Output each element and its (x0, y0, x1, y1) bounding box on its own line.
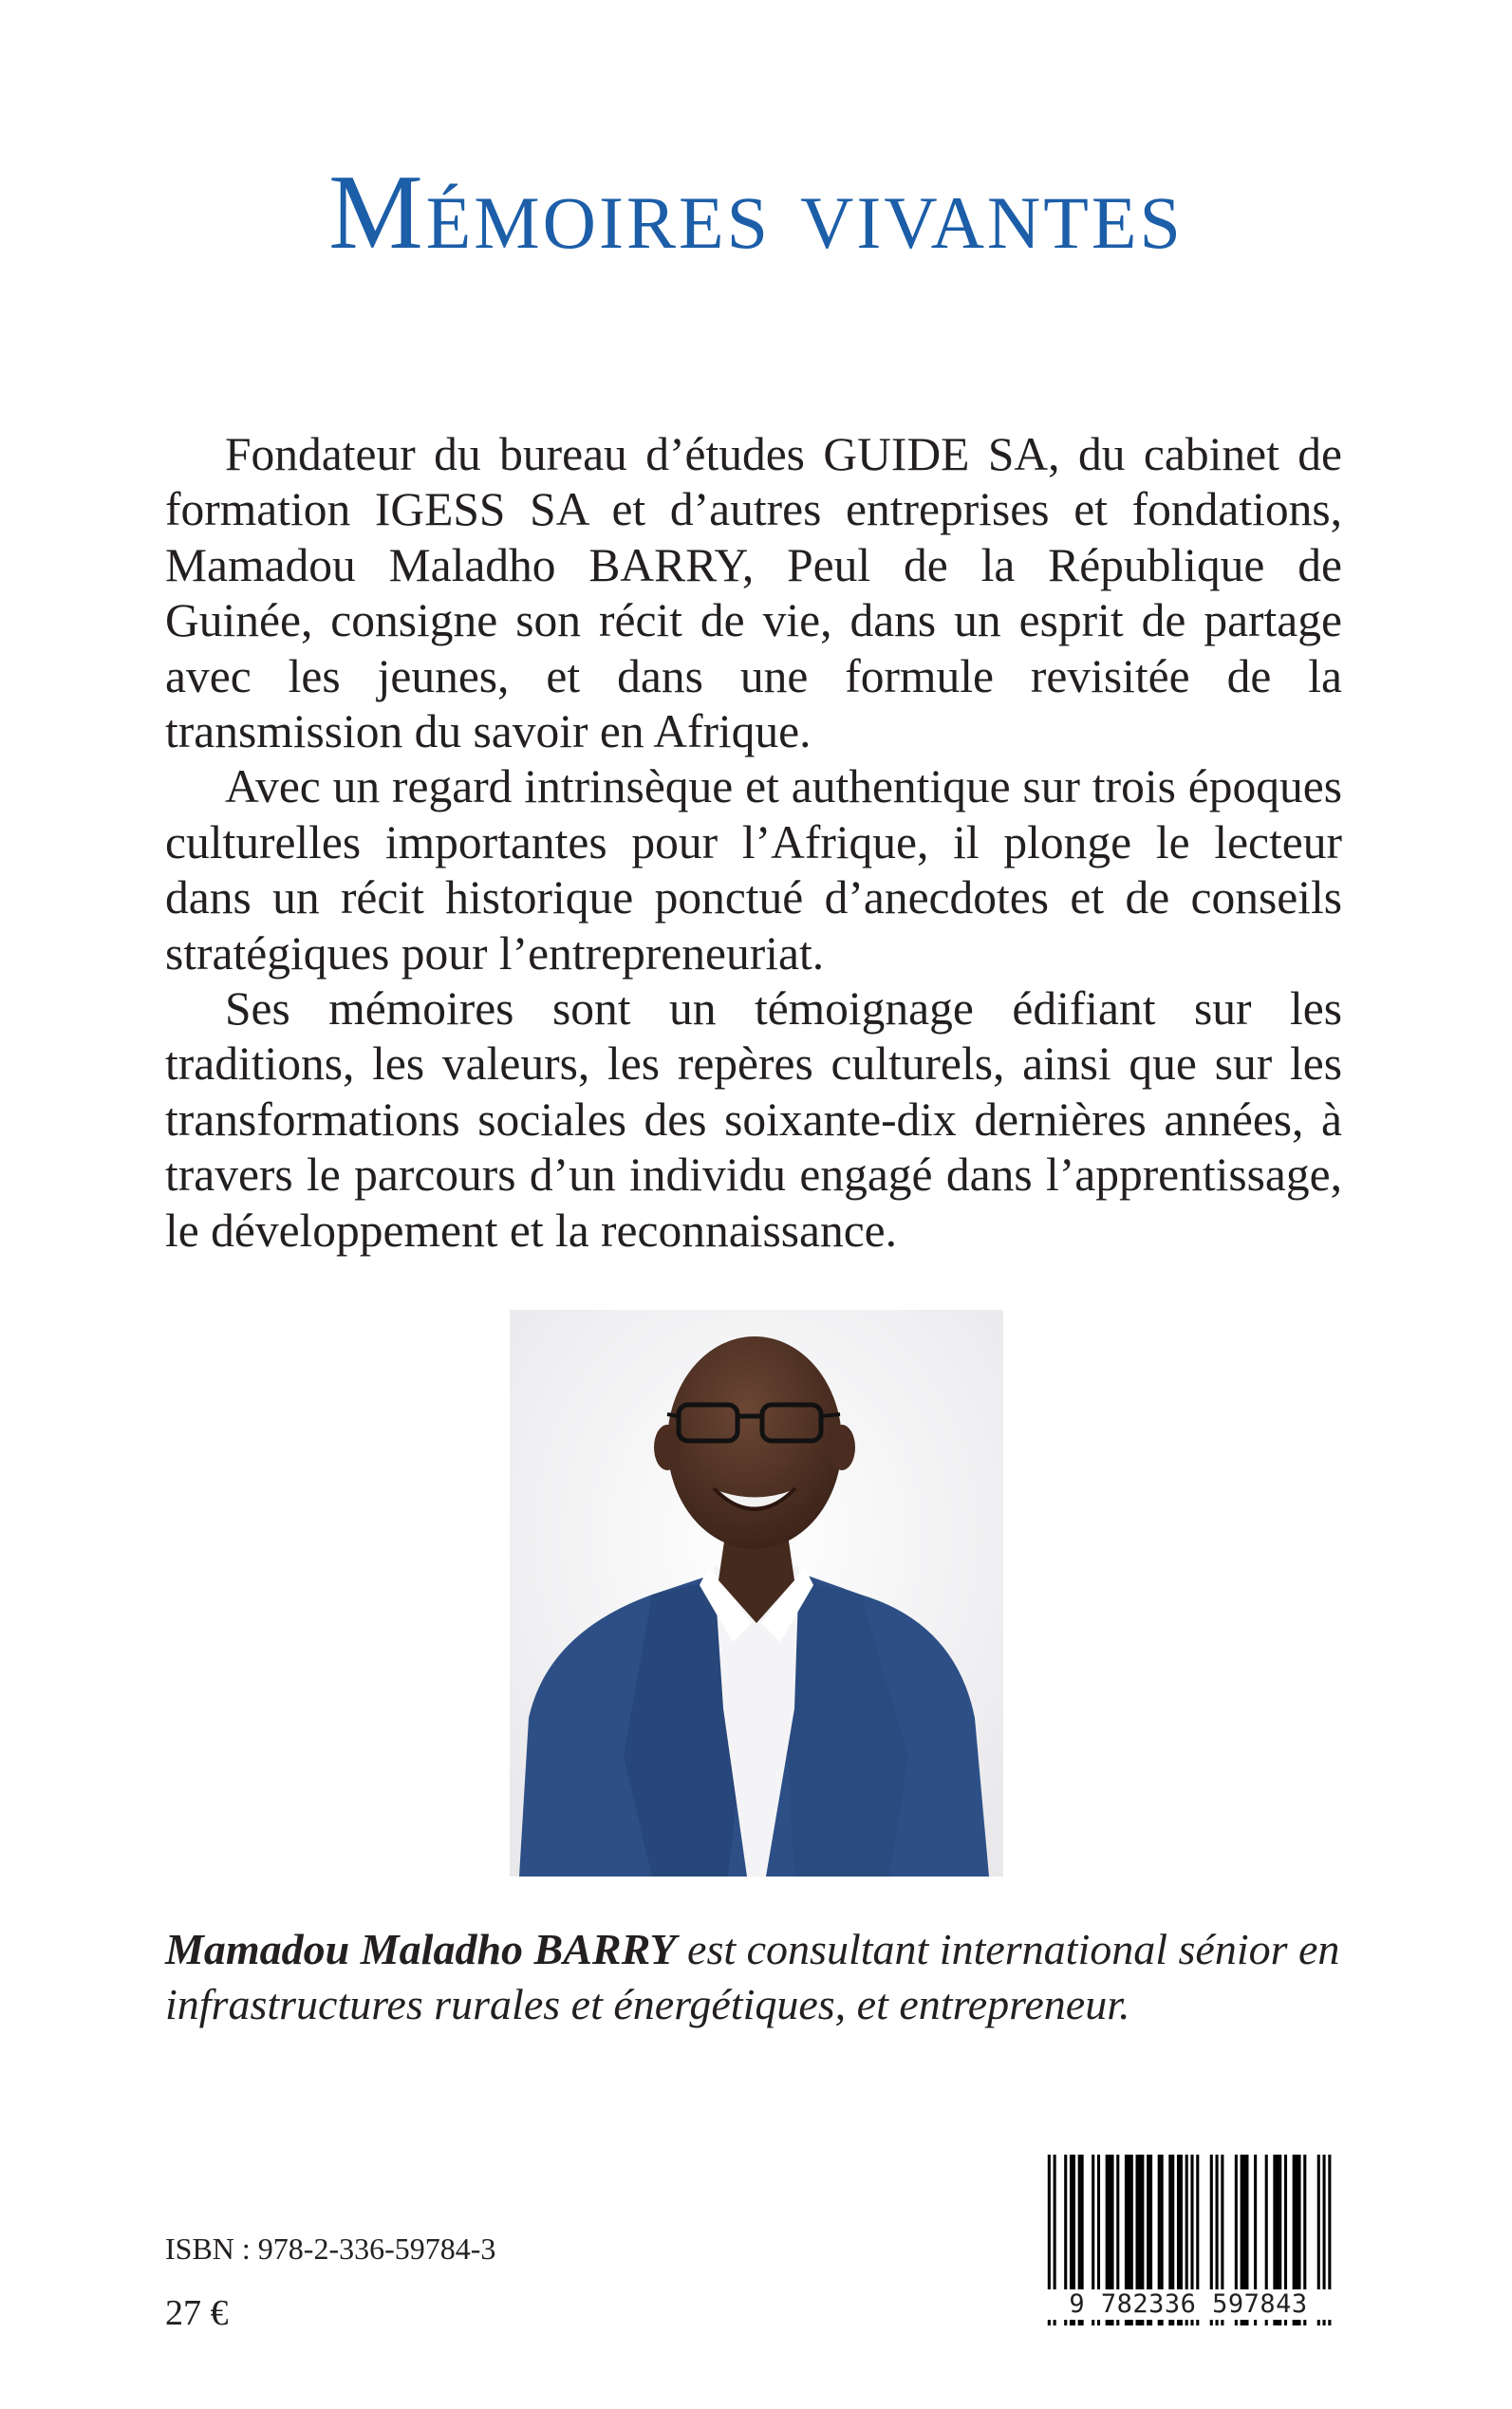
isbn: ISBN : 978-2-336-59784-3 (165, 2232, 496, 2266)
price: 27 € (165, 2293, 229, 2333)
summary-paragraph-3: Ses mémoires sont un témoignage édifiant sur les traditions, les valeurs, les repères culturels, ainsi que sur les transformations sociales des soixante-dix dernières années, à travers le parcours d’un individu engagé dans l’apprentissage, le développement et la reconnaissance. (165, 982, 1342, 1257)
book-title: Mémoires vivantes (328, 154, 1184, 271)
author-bio-text: est consultant international sénior en infrastructures rurales et énergétiques, et entrepreneur. (165, 1925, 1340, 2028)
summary-paragraph-1: Fondateur du bureau d’études GUIDE SA, du cabinet de formation IGESS SA et d’autres entreprises et fondations, Mamadou Maladho BARRY, Peul de la République de Guinée, consigne son récit de vie, dans un esprit de partage avec les jeunes, et dans une formule revisitée de la transmission du savoir en Afrique. (165, 428, 1342, 758)
author-name: Mamadou Maladho BARRY (165, 1925, 677, 1973)
barcode-digits: 9 782336 597843 (1040, 2289, 1336, 2320)
author-photo (510, 1310, 1003, 1877)
summary-paragraph-2: Avec un regard intrinsèque et authentique sur trois époques culturelles importantes pour l’Afrique, il plonge le lecteur dans un récit historique ponctué d’anecdotes et de conseils stratégiques pour l’entrepreneuriat. (165, 760, 1342, 980)
summary-text (165, 427, 1342, 1259)
author-bio (165, 1922, 1361, 2032)
